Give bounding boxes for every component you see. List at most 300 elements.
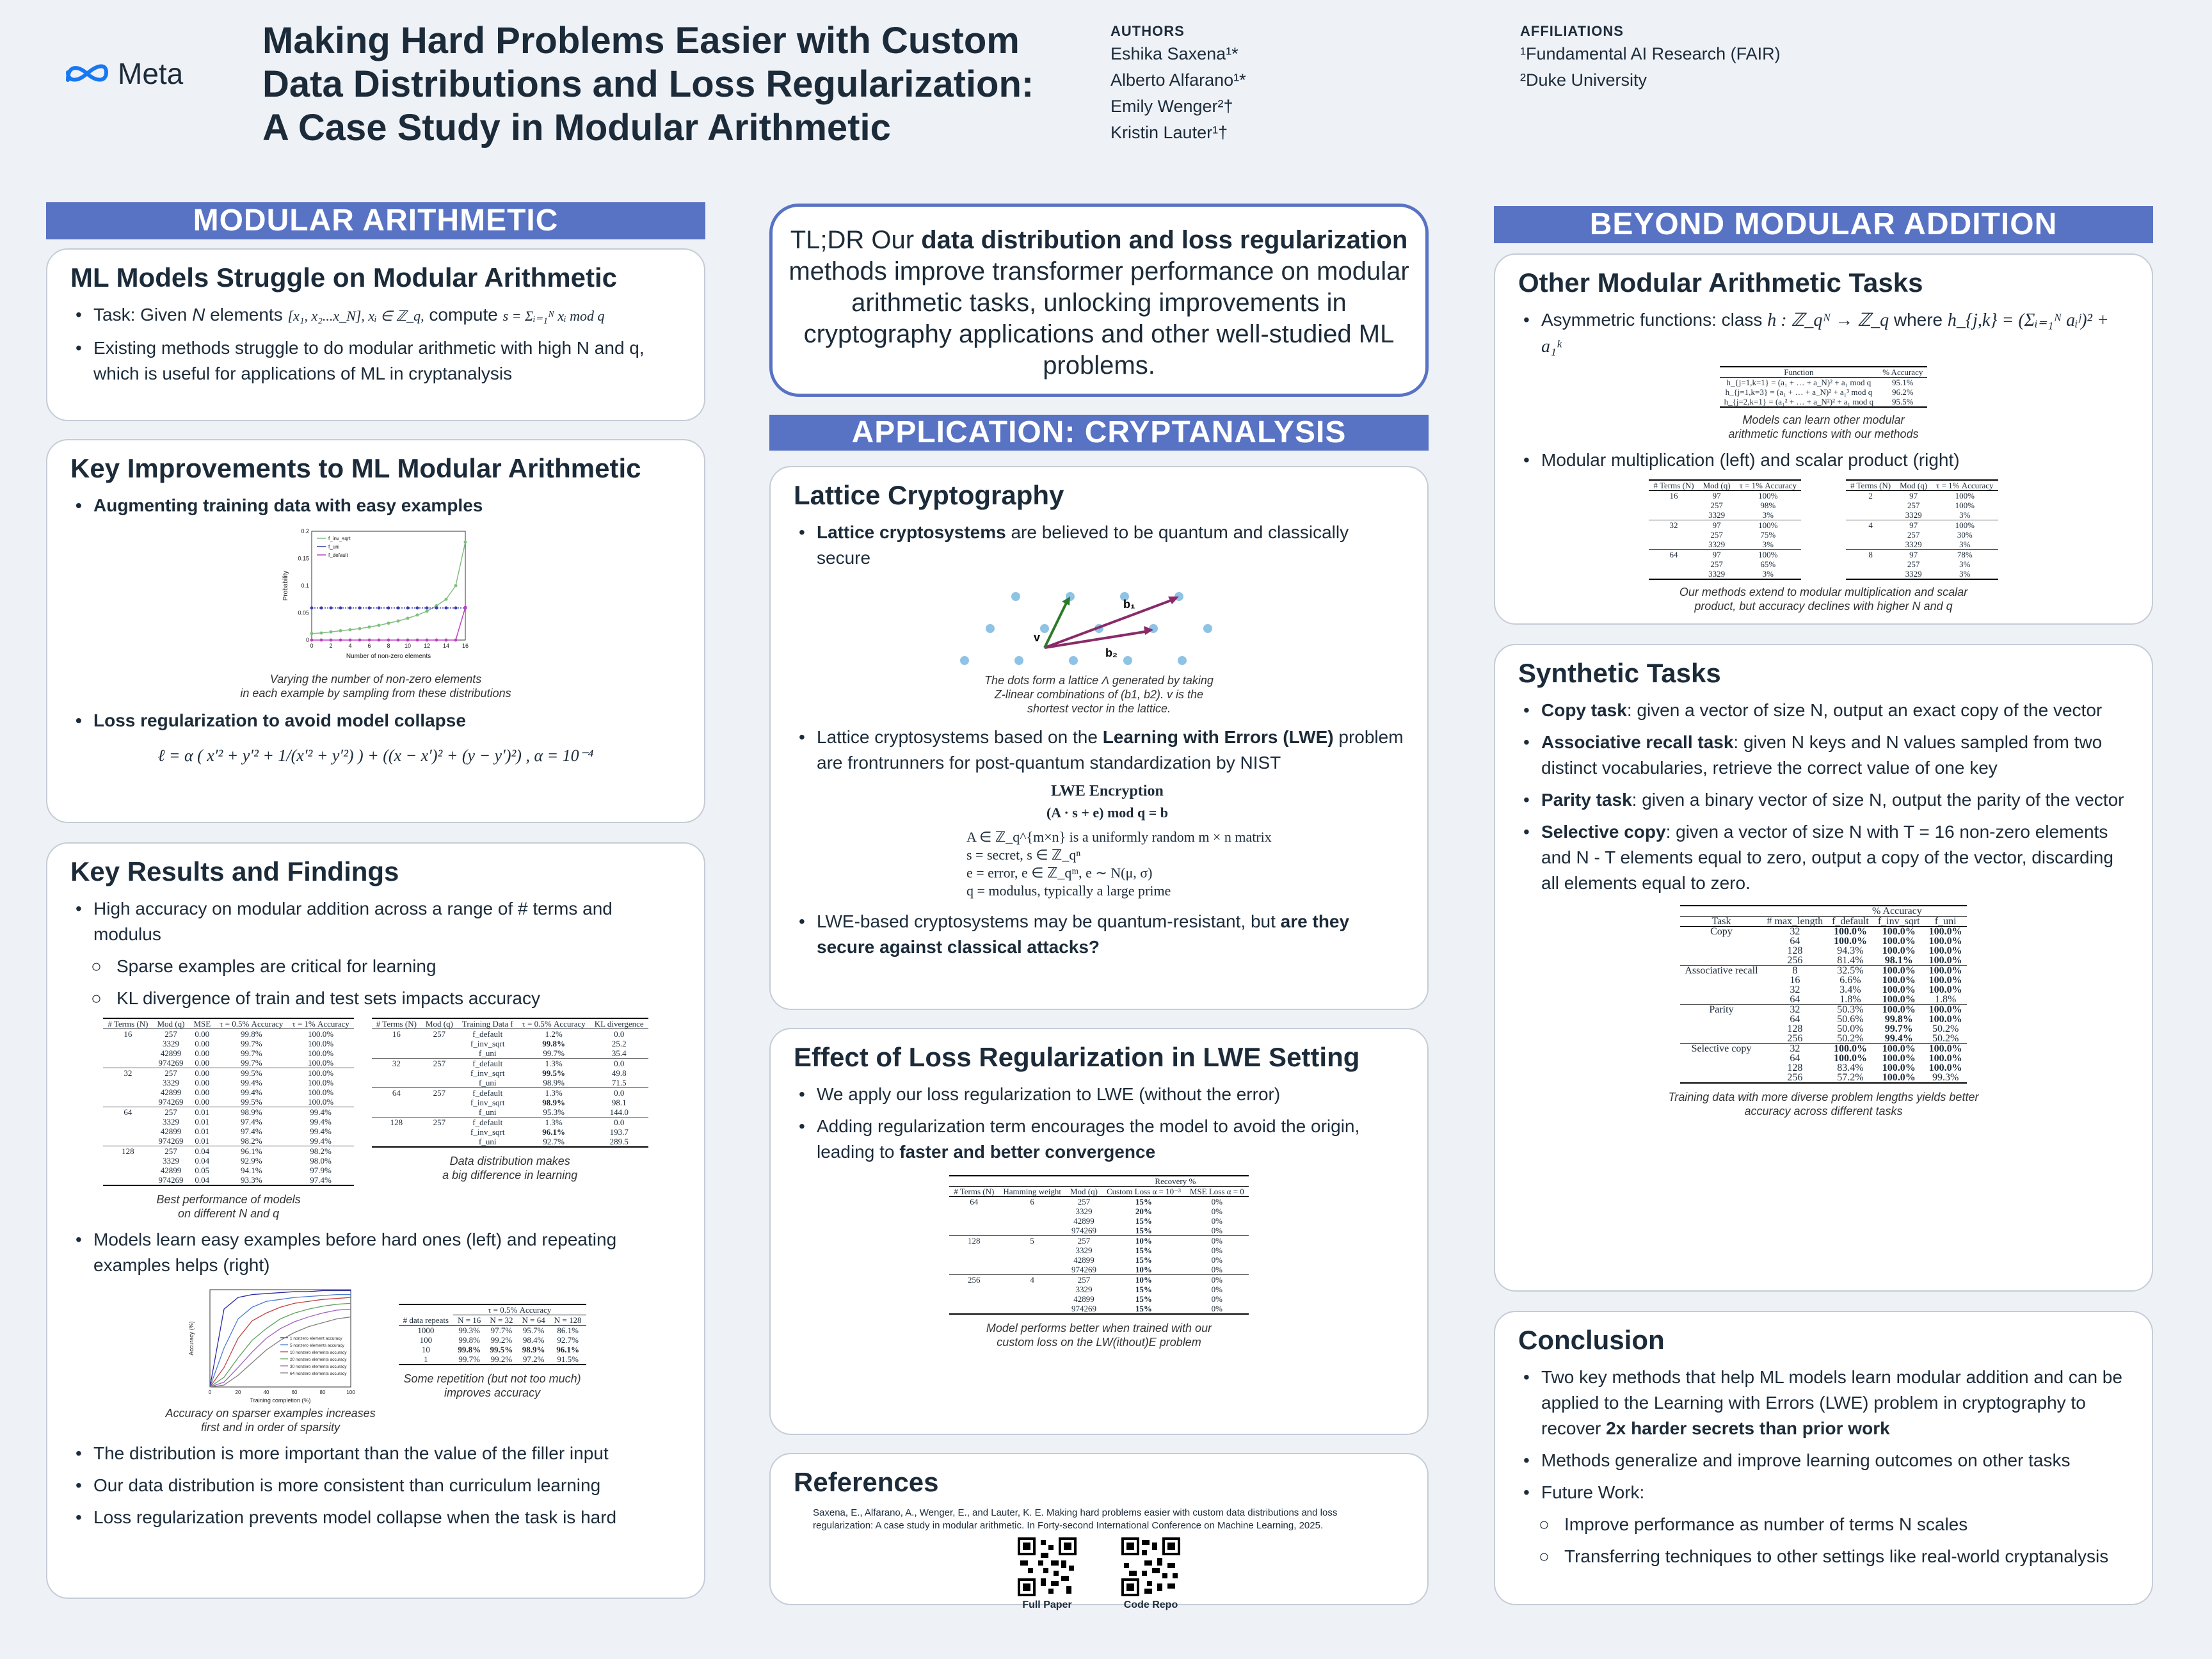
table-cell: 1.8% [1839, 994, 1861, 1005]
table-row [1680, 1014, 1966, 1024]
x-tick-label: 0 [310, 643, 314, 649]
table-cell [998, 1206, 1066, 1216]
x-tick-label: 40 [263, 1390, 269, 1395]
table-row [1680, 1034, 1966, 1044]
table-cell [103, 1048, 152, 1058]
table-cell: 95.3% [543, 1107, 565, 1117]
table-cell [949, 1226, 998, 1236]
table-cell: 100.0% [1833, 936, 1867, 947]
data-point [339, 606, 342, 609]
table-cell: 71.5 [611, 1078, 627, 1087]
table-row [103, 1156, 353, 1166]
table-cell: 99.2% [490, 1354, 513, 1364]
table-cell: f_inv_sqrt [470, 1039, 505, 1048]
table-cell: 97.7% [490, 1326, 513, 1335]
bullet: • Lattice cryptosystems are believed to be quantum and classically secure [794, 520, 1404, 571]
data-point [406, 617, 410, 620]
label-v: v [1034, 631, 1041, 644]
authors-block [1110, 22, 1246, 146]
table-cell: 100.0% [287, 1029, 353, 1039]
table-cell: 100.0% [1882, 945, 1916, 956]
table-cell: 10 [421, 1345, 430, 1354]
data-point [464, 606, 467, 609]
table-data-distribution [372, 1018, 648, 1148]
table-cell [103, 1087, 152, 1097]
table-cell: 144.0 [609, 1107, 629, 1117]
table-cell: 42899 [160, 1048, 182, 1058]
bullet: • Future Work: [1518, 1480, 2129, 1505]
data-point [349, 628, 352, 631]
author: Eshika Saxena¹* [1110, 44, 1238, 63]
table-cell: 30% [1957, 530, 1973, 540]
box-other-tasks [1494, 253, 2153, 625]
table-cell: 64 [372, 1088, 421, 1098]
table-cell [1846, 510, 1895, 520]
table-row [372, 1098, 648, 1107]
table-cell: 0% [1211, 1285, 1222, 1294]
table-cell: 3329 [1708, 569, 1726, 579]
logo-text: Meta [118, 57, 184, 90]
table-cell: 95.5% [1891, 397, 1914, 406]
table-row [949, 1197, 1249, 1207]
section-title: Synthetic Tasks [1518, 658, 1721, 688]
table-row [1680, 966, 1966, 976]
table-cell: 0.04 [189, 1146, 215, 1157]
table-header-cell: f_uni [1925, 917, 1967, 927]
table-cell: 35.4 [611, 1048, 627, 1058]
table-cell: 100.0% [1873, 966, 1925, 976]
table-cell: 95.1% [1891, 378, 1914, 387]
caption: Accuracy on sparser examples increases first and in order of sparsity [165, 1407, 376, 1434]
table-row [372, 1137, 648, 1147]
table-cell: 3329 [1075, 1285, 1093, 1294]
table-cell: 257 [1907, 501, 1920, 510]
table-cell [1680, 975, 1762, 985]
reference-text: Saxena, E., Alfarano, A., Wenger, E., and Lauter, K. E. Making hard problems easier with custom data distributions and loss regularization: A case study in modular arithmetic. In Forty-second International Conference on Machine Learning, 2025. [813, 1507, 1338, 1531]
legend-label: 30 nonzero elements accuracy [289, 1365, 347, 1369]
table-row [949, 1275, 1249, 1285]
table-header-cell: Hamming weight [998, 1187, 1066, 1197]
table-cell: 92.9% [240, 1156, 262, 1166]
table-cell: 100.0% [1925, 1044, 1967, 1054]
table-cell [1846, 501, 1895, 510]
table-cell: 257 [421, 1059, 458, 1069]
table-row [949, 1216, 1249, 1226]
table-cell: 6.6% [1839, 975, 1861, 986]
table-cell: 0.00 [195, 1078, 210, 1087]
table-cell: 128 [1787, 945, 1803, 956]
table-row [1846, 559, 1998, 569]
x-tick-label: 6 [367, 643, 371, 649]
table-cell: 0% [1211, 1294, 1222, 1304]
table-row [1649, 501, 1801, 510]
data-point [349, 606, 352, 609]
lwe-block: LWE Encryption (A · s + e) mod q = b A ∈ ℤ_q^{m×n} is a uniformly random m × n matrix s = secret, s ∈ ℤ_qⁿ e = error, e ∈ ℤ_qᵐ, e ∼ N(μ, σ) q = modulus, typically a large prime [966, 783, 1272, 899]
table-cell: 0.0 [590, 1059, 648, 1069]
x-axis-label: Number of non-zero elements [346, 653, 431, 660]
table-cell [372, 1127, 421, 1137]
table-cell: 257 [421, 1118, 458, 1128]
table-cell [372, 1078, 421, 1088]
table-row [103, 1068, 353, 1078]
table-cell [103, 1156, 152, 1166]
table-cell [372, 1107, 421, 1118]
bullet: • High accuracy on modular addition across a range of # terms and modulus [70, 896, 681, 947]
table-row [1680, 975, 1966, 985]
data-point [454, 606, 458, 609]
table-row [949, 1304, 1249, 1314]
table-cell: 99.4% [240, 1087, 262, 1097]
table-cell: 64 [1649, 550, 1698, 560]
table-cell: 0.0 [590, 1029, 648, 1039]
table-cell [1680, 995, 1762, 1005]
table-cell: 15% [1135, 1226, 1152, 1235]
table-cell: 75% [1760, 530, 1776, 540]
table-cell: 92.7% [543, 1137, 565, 1146]
legend-label: 1 nonzero element accuracy [289, 1336, 342, 1341]
table-cell: 99.4% [287, 1107, 353, 1118]
table-cell [372, 1098, 421, 1107]
table-best-performance [103, 1018, 353, 1186]
table-cell [421, 1107, 458, 1118]
table-row [103, 1146, 353, 1157]
table-cell: 50.3% [1827, 1005, 1873, 1015]
table-cell [421, 1127, 458, 1137]
box-ml-struggle [46, 248, 705, 421]
table-cell [103, 1058, 152, 1068]
table-cell: 100.0% [1882, 1053, 1916, 1064]
table-cell [372, 1137, 421, 1147]
table-cell [1680, 1014, 1762, 1024]
table-header-cell: Recovery % [1102, 1176, 1249, 1187]
table-cell: 99.4% [240, 1078, 262, 1087]
table-cell: 0% [1185, 1275, 1249, 1285]
bullet: • We apply our loss regularization to LWE (without the error) [794, 1082, 1404, 1107]
table-cell: 50.2% [1837, 1033, 1864, 1044]
table-header-cell: # Terms (N) [1649, 480, 1698, 491]
table-cell: 64 [1790, 994, 1800, 1005]
section-title: Other Modular Arithmetic Tasks [1518, 268, 1923, 298]
table-header-cell: N = 16 [453, 1315, 485, 1326]
table-asymmetric [1720, 366, 1928, 408]
table-header-cell: Function [1720, 367, 1879, 378]
table-cell [1680, 1073, 1762, 1083]
data-point [320, 606, 323, 609]
table-cell [372, 1039, 421, 1048]
table-cell: 3329 [162, 1156, 179, 1166]
author: Kristin Lauter¹† [1110, 123, 1228, 142]
x-tick-label: 8 [387, 643, 390, 649]
table-cell: 100.0% [1882, 936, 1916, 947]
y-tick-label: 0.15 [298, 555, 309, 562]
table-row [949, 1265, 1249, 1275]
table-cell [103, 1078, 152, 1087]
table-cell: 42899 [1073, 1294, 1094, 1304]
table-cell: 3% [1959, 569, 1971, 579]
table-cell: 128 [949, 1236, 998, 1246]
qr-code-repo[interactable]: Code Repo [1121, 1537, 1180, 1611]
table-cell: 15% [1135, 1294, 1152, 1304]
table-cell: 128 [372, 1118, 421, 1128]
box-synthetic-tasks [1494, 644, 2153, 1292]
section-title: Key Results and Findings [70, 856, 399, 886]
data-point [454, 584, 458, 588]
table-header-cell: # Terms (N) [949, 1187, 998, 1197]
table-cell: 16 [1790, 975, 1800, 986]
table-cell: 1.8% [1934, 994, 1957, 1005]
table-cell: 96.1% [542, 1127, 566, 1137]
table-cell: 257 [1066, 1275, 1102, 1285]
table-row [372, 1118, 648, 1128]
table-row [1846, 491, 1998, 501]
table-cell: 257 [152, 1107, 189, 1118]
bullet: • Loss regularization prevents model collapse when the task is hard [70, 1505, 681, 1530]
table-header-cell: τ = 1% Accuracy [1932, 480, 1998, 491]
table-cell: 42899 [160, 1087, 182, 1097]
table-cell: 86.1% [557, 1326, 579, 1335]
qr-code-icon [1121, 1537, 1180, 1596]
y-tick-label: 0.05 [298, 609, 309, 616]
table-cell [103, 1117, 152, 1126]
table-cell: 50.6% [1837, 1014, 1864, 1025]
table-cell [1680, 946, 1762, 956]
x-tick-label: 100 [346, 1390, 355, 1395]
table-row [1649, 569, 1801, 579]
table-cell: 257 [421, 1029, 458, 1039]
table-cell: 16 [1649, 491, 1698, 501]
bullet: • Existing methods struggle to do modular arithmetic with high N and q, which is useful for applications of ML in cryptanalysis [70, 335, 681, 387]
data-point [387, 639, 390, 642]
table-cell: 5 [998, 1236, 1066, 1246]
table-cell [421, 1068, 458, 1078]
table-cell: 64 [1790, 936, 1800, 947]
table-cell: 65% [1760, 559, 1776, 569]
b2-vector [1045, 631, 1149, 648]
table-row [1649, 510, 1801, 520]
data-point [310, 606, 314, 609]
meta-infinity-icon [64, 61, 110, 86]
table-cell: 3329 [1075, 1206, 1093, 1216]
table-cell: 0% [1185, 1197, 1249, 1207]
table-cell: 94.3% [1837, 945, 1864, 956]
tldr-box: TL;DR Our data distribution and loss regularization methods improve transformer performance on modular arithmetic tasks, unlocking improvements in cryptography applications and other well-studied ML problems. [769, 204, 1429, 397]
caption: Our methods extend to modular multiplication and scalar product, but accuracy declines with higher N and q [1679, 586, 1968, 613]
affiliation: ¹Fundamental AI Research (FAIR) [1520, 44, 1781, 63]
table-row [399, 1335, 586, 1345]
bullet: • Selective copy: given a vector of size N with T = 16 non-zero elements and N - T elements equal to zero, output a copy of the vector, discarding all elements equal to zero. [1518, 819, 2129, 896]
table-cell: 99.7% [543, 1048, 565, 1058]
table-row [1680, 946, 1966, 956]
data-point [387, 621, 390, 625]
bullet: • Associative recall task: given N keys and N values sampled from two distinct vocabularies, retrieve the correct value of one key [1518, 730, 2129, 781]
table-cell: 99.4% [310, 1126, 332, 1136]
table-cell: 100.0% [1928, 936, 1962, 947]
bullet: • Modular multiplication (left) and scalar product (right) [1518, 447, 2129, 473]
table-header-cell: Mod (q) [421, 1018, 458, 1029]
table-cell: 32 [1790, 984, 1800, 995]
table-cell [949, 1206, 998, 1216]
data-point [310, 639, 314, 642]
table-row [103, 1048, 353, 1058]
data-point [445, 639, 448, 642]
table-cell: 974269 [158, 1136, 184, 1146]
table-cell: 100.0% [1827, 927, 1873, 937]
legend-label: 64 nonzero elements accuracy [289, 1372, 347, 1376]
data-point [330, 639, 333, 642]
caption: Varying the number of non-zero elements in each example by sampling from these distributions [240, 673, 511, 700]
bullet: • Models learn easy examples before hard ones (left) and repeating examples helps (right) [70, 1227, 681, 1278]
bullet: • Copy task: given a vector of size N, output an exact copy of the vector [1518, 698, 2129, 723]
table-cell: f_inv_sqrt [470, 1068, 505, 1078]
table-cell: f_default [458, 1059, 518, 1069]
table-cell: 99.8% [215, 1029, 287, 1039]
table-row [103, 1039, 353, 1048]
table-cell: 98.2% [240, 1136, 262, 1146]
table-cell [998, 1304, 1066, 1314]
table-cell [1680, 1063, 1762, 1073]
table-cell: 64 [949, 1197, 998, 1207]
table-cell [949, 1265, 998, 1275]
table-cell [421, 1137, 458, 1147]
table-cell [949, 1304, 998, 1314]
table-cell: 0.00 [195, 1097, 210, 1107]
table-cell: 25.2 [611, 1039, 627, 1048]
table-cell [949, 1216, 998, 1226]
table-cell: 257 [152, 1068, 189, 1078]
table-cell [998, 1255, 1066, 1265]
table-cell: 1.3% [518, 1088, 590, 1098]
table-cell: 100.0% [1882, 1072, 1916, 1083]
section-title: Conclusion [1518, 1325, 1665, 1355]
table-cell: 99.8% [458, 1345, 481, 1354]
table-cell: 100.0% [287, 1068, 353, 1078]
table-mod-mult [1649, 479, 1801, 580]
table-header-cell: Mod (q) [152, 1018, 189, 1029]
table-cell: 20% [1135, 1206, 1152, 1216]
bullet: • Lattice cryptosystems based on the Learning with Errors (LWE) problem are frontrunners for post-quantum standardization by NIST [794, 725, 1404, 776]
table-row [1649, 540, 1801, 550]
table-cell: 93.3% [240, 1175, 262, 1185]
table-cell: 42899 [160, 1166, 182, 1175]
box-lattice [769, 466, 1429, 1010]
table-cell: 32 [1649, 520, 1698, 531]
table-cell: 15% [1135, 1285, 1152, 1294]
table-cell [998, 1246, 1066, 1255]
table-header-cell: τ = 1% Accuracy [287, 1018, 353, 1029]
table-cell: 0.00 [195, 1058, 210, 1068]
table-cell: 94.1% [240, 1166, 262, 1175]
table-cell: 16 [103, 1029, 152, 1039]
table-row [1649, 559, 1801, 569]
data-point [397, 606, 400, 609]
data-point [454, 639, 458, 642]
table-cell: 100.0% [1882, 975, 1916, 986]
table-cell: 0% [1211, 1304, 1222, 1313]
qr-full-paper[interactable]: Full Paper [1018, 1537, 1077, 1611]
banner-cryptanalysis: APPLICATION: CRYPTANALYSIS [769, 415, 1429, 451]
data-point [406, 606, 410, 609]
table-cell: 100.0% [1925, 1005, 1967, 1015]
table-cell: 50.2% [1932, 1023, 1959, 1034]
box-effect-loss [769, 1028, 1429, 1435]
table-cell: 128 [1787, 1023, 1803, 1034]
table-cell: 15% [1102, 1197, 1185, 1207]
table-cell: 1.2% [518, 1029, 590, 1039]
data-point [330, 606, 333, 609]
table-cell: 3% [1762, 569, 1774, 579]
data-point [378, 624, 381, 627]
table-row [103, 1029, 353, 1039]
caption: Training data with more diverse problem lengths yields better accuracy across different tasks [1668, 1091, 1979, 1118]
table-cell: 99.5% [542, 1068, 566, 1078]
table-cell: 64 [1790, 1053, 1800, 1064]
table-cell [103, 1136, 152, 1146]
table-cell: 3329 [162, 1039, 179, 1048]
table-cell: 97 [1895, 520, 1932, 531]
table-cell: 0% [1211, 1216, 1222, 1226]
table-cell [1649, 501, 1698, 510]
table-cell [1680, 1034, 1762, 1044]
table-cell [949, 1285, 998, 1294]
data-point [358, 606, 362, 609]
table-scalar-product [1846, 479, 1998, 580]
table-cell: 99.7% [240, 1048, 262, 1058]
table-cell: 10% [1135, 1265, 1152, 1274]
table-cell [1846, 540, 1895, 550]
table-row [1649, 530, 1801, 540]
bullet: • Adding regularization term encourages the model to avoid the origin, leading to faster and better convergence [794, 1114, 1404, 1165]
table-cell: 256 [1787, 955, 1803, 966]
table-cell: 128 [1787, 1062, 1803, 1073]
table-cell [103, 1126, 152, 1136]
bullet: • Loss regularization to avoid model collapse [70, 708, 681, 733]
table-cell [949, 1294, 998, 1304]
table-cell: 256 [1787, 1033, 1803, 1044]
data-point [416, 613, 419, 616]
table-row [103, 1097, 353, 1107]
table-cell: 0% [1185, 1236, 1249, 1246]
table-cell: 100.0% [1928, 945, 1962, 956]
table-header-cell: Mod (q) [1699, 480, 1735, 491]
lattice-diagram [958, 577, 1240, 673]
table-cell: 257 [152, 1146, 189, 1157]
table-header-cell: # Terms (N) [372, 1018, 421, 1029]
table-cell: 1 [424, 1354, 428, 1364]
table-row [949, 1236, 1249, 1246]
table-cell: 0% [1211, 1206, 1222, 1216]
table-header-cell: τ = 0.5% Accuracy [453, 1304, 586, 1315]
table-row [1680, 985, 1966, 995]
table-row [372, 1078, 648, 1088]
table-cell [998, 1226, 1066, 1236]
table-cell: Associative recall [1680, 966, 1762, 976]
table-row [1846, 520, 1998, 531]
y-tick-label: 0 [305, 637, 309, 643]
table-cell: 100% [1955, 501, 1975, 510]
table-header-cell: Task [1680, 917, 1762, 927]
table-cell: 100.0% [308, 1048, 334, 1058]
table-cell [103, 1097, 152, 1107]
caption: Some repetition (but not too much) improves accuracy [403, 1372, 581, 1399]
table-row [949, 1206, 1249, 1216]
y-axis-label: Accuracy (%) [188, 1321, 195, 1356]
table-cell: 99.8% [1884, 1014, 1913, 1025]
table-row [949, 1255, 1249, 1265]
table-cell: f_uni [479, 1137, 497, 1146]
data-point [435, 606, 438, 609]
table-cell: 100.0% [1928, 1014, 1962, 1025]
table-row [103, 1078, 353, 1087]
